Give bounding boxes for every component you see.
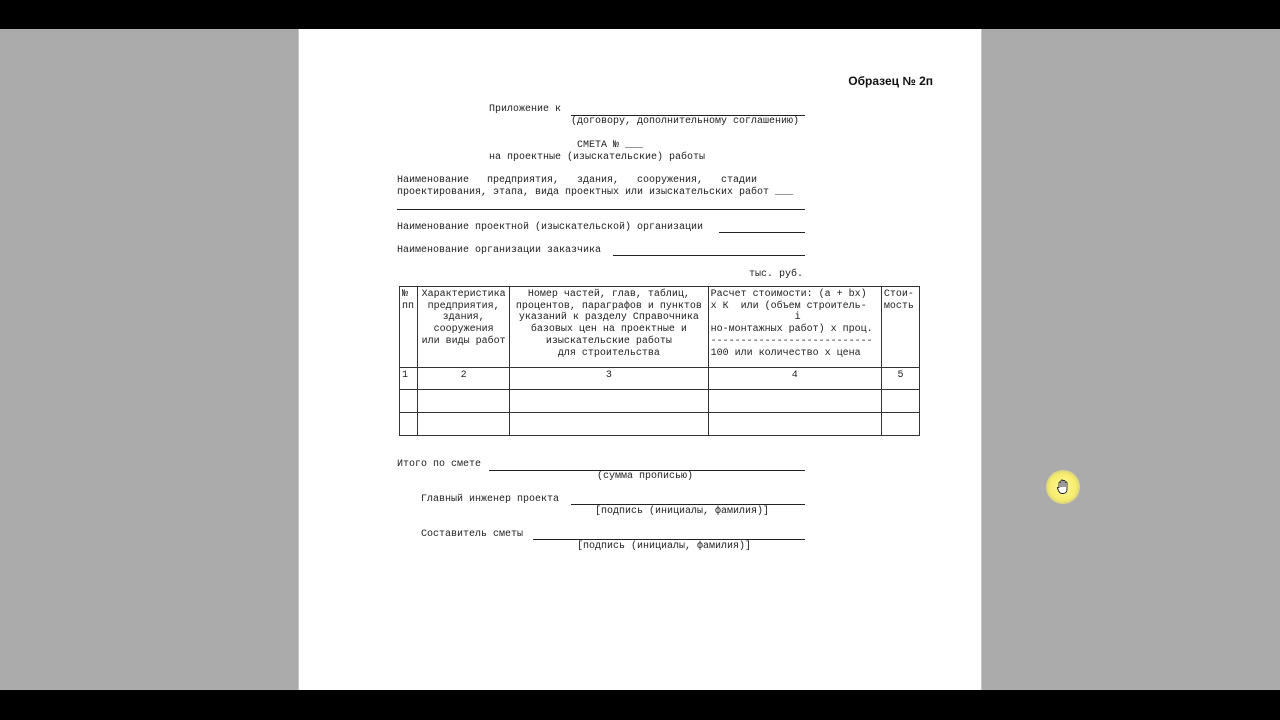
smeta-subtitle: на проектные (изыскательские) работы [489,152,706,163]
table-row [400,413,920,436]
smeta-title: СМЕТА № ___ [577,140,644,151]
compiler-caption: [подпись (инициалы, фамилия)] [577,541,752,552]
col-number-5: 5 [881,368,919,390]
enterprise-line-1: Наименование предприятия, здания, сооружения, стадии [397,175,758,186]
engineer-caption: [подпись (инициалы, фамилия)] [595,506,770,517]
engineer-signature-line [571,504,805,505]
total-label: Итого по смете [397,459,482,470]
compiler-label: Составитель сметы [421,529,524,540]
enterprise-blank-line [397,209,805,210]
col-number-1: 1 [400,368,418,390]
col-number-4: 4 [708,368,881,390]
table-row [400,390,920,413]
col-number-3: 3 [510,368,708,390]
hand-cursor-icon [1046,470,1080,504]
header-reference: Номер частей, глав, таблиц, процентов, параграфов и пунктов указаний к разделу Справочника базовых цен на проектные и изыскательские работы для строительства [510,287,708,368]
appendix-caption: (договору, дополнительному соглашению) [571,116,800,127]
customer-org-label: Наименование организации заказчика [397,245,602,256]
estimate-table [399,286,920,436]
design-org-line [719,232,805,233]
customer-org-line [613,255,805,256]
header-characteristic: Характеристика предприятия, здания, сооружения или виды работ [418,287,510,368]
header-no: № пп [400,287,418,368]
table-number-row [400,368,920,390]
enterprise-line-2: проектирования, этапа, вида проектных или изыскательских работ ___ [397,187,794,198]
design-org-label: Наименование проектной (изыскательской) организации [397,222,704,233]
header-cost: Стои- мость [881,287,919,368]
sample-label: Образец № 2п [848,74,933,88]
appendix-label: Приложение к [489,104,562,115]
header-calculation: Расчет стоимости: (а + bx) х К или (объем строитель- i но-монтажных работ) х проц. --------------------------- 100 или количество х цена [708,287,881,368]
table-header-row [400,287,920,368]
document-viewer[interactable] [0,29,1280,690]
document-page [298,29,982,690]
col-number-2: 2 [418,368,510,390]
units-label: тыс. руб. [749,269,804,280]
engineer-label: Главный инженер проекта [421,494,560,505]
total-caption: (сумма прописью) [597,471,694,482]
compiler-signature-line [533,539,805,540]
